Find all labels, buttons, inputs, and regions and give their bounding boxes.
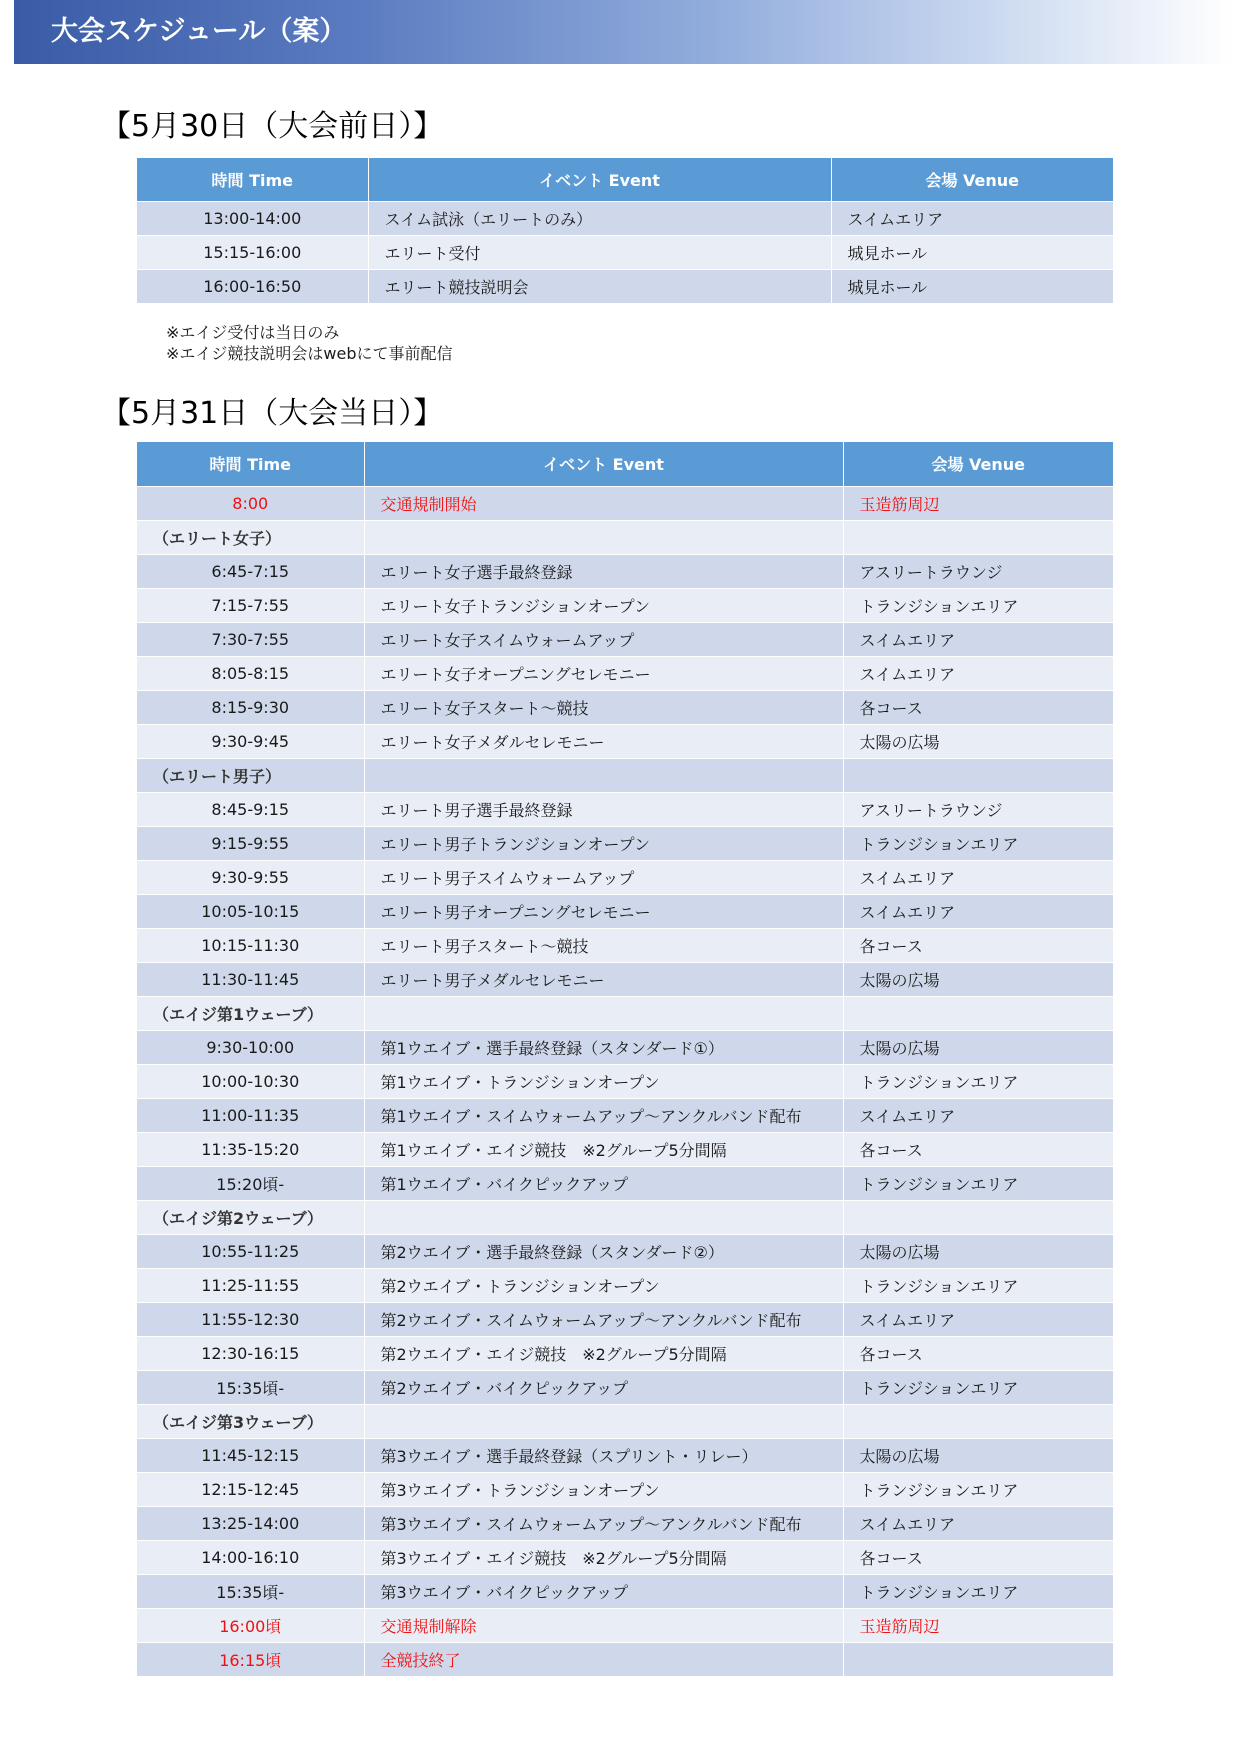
schedule-row — [137, 1370, 1113, 1404]
schedule-row — [137, 928, 1113, 962]
schedule-row — [137, 1098, 1113, 1132]
time-cell: 13:00-14:00 — [137, 201, 368, 235]
venue-cell: 太陽の広場 — [843, 1234, 1113, 1268]
empty-cell — [843, 758, 1113, 792]
time-cell: 12:30-16:15 — [137, 1336, 364, 1370]
time-cell: 11:35-15:20 — [137, 1132, 364, 1166]
time-cell: 10:00-10:30 — [137, 1064, 364, 1098]
venue-cell: トランジションエリア — [843, 1166, 1113, 1200]
venue-cell: 玉造筋周辺 — [843, 1608, 1113, 1642]
time-cell: 9:30-9:55 — [137, 860, 364, 894]
notes — [166, 322, 453, 364]
event-cell: 交通規制解除 — [364, 1608, 843, 1642]
venue-cell: スイムエリア — [843, 656, 1113, 690]
column-header-venue: 会場 Venue — [843, 442, 1113, 486]
schedule-row — [137, 1540, 1113, 1574]
event-cell: エリート競技説明会 — [368, 269, 831, 303]
event-cell: 第1ウエイブ・エイジ競技 ※2グループ5分間隔 — [364, 1132, 843, 1166]
event-cell: エリート女子メダルセレモニー — [364, 724, 843, 758]
venue-cell: 太陽の広場 — [843, 1438, 1113, 1472]
group-row — [137, 758, 1113, 792]
time-cell: 12:15-12:45 — [137, 1472, 364, 1506]
venue-cell: 太陽の広場 — [843, 724, 1113, 758]
time-cell: 16:15頃 — [137, 1642, 364, 1676]
event-cell: 第1ウエイブ・スイムウォームアップ～アンクルバンド配布 — [364, 1098, 843, 1132]
event-cell: エリート女子オープニングセレモニー — [364, 656, 843, 690]
schedule-row — [137, 894, 1113, 928]
venue-cell: 各コース — [843, 690, 1113, 724]
schedule-row — [137, 1030, 1113, 1064]
empty-cell — [364, 1404, 843, 1438]
time-cell: 10:05-10:15 — [137, 894, 364, 928]
schedule-row — [137, 860, 1113, 894]
time-cell: 11:55-12:30 — [137, 1302, 364, 1336]
empty-cell — [364, 520, 843, 554]
note-line: ※エイジ受付は当日のみ — [166, 323, 340, 342]
event-cell: 第2ウエイブ・スイムウォームアップ～アンクルバンド配布 — [364, 1302, 843, 1336]
event-cell: 第3ウエイブ・選手最終登録（スプリント・リレー） — [364, 1438, 843, 1472]
time-cell: 9:30-10:00 — [137, 1030, 364, 1064]
venue-cell: トランジションエリア — [843, 1574, 1113, 1608]
venue-cell: 各コース — [843, 1540, 1113, 1574]
schedule-row — [137, 1166, 1113, 1200]
venue-cell — [843, 1642, 1113, 1676]
column-header-event: イベント Event — [364, 442, 843, 486]
note-line: ※エイジ競技説明会はwebにて事前配信 — [166, 344, 453, 363]
time-cell: 9:15-9:55 — [137, 826, 364, 860]
column-header-time: 時間 Time — [137, 442, 364, 486]
schedule-table-day2 — [137, 442, 1113, 1676]
time-cell: 14:00-16:10 — [137, 1540, 364, 1574]
schedule-row — [137, 235, 1113, 269]
venue-cell: 玉造筋周辺 — [843, 486, 1113, 520]
schedule-row — [137, 690, 1113, 724]
empty-cell — [843, 1404, 1113, 1438]
venue-cell: トランジションエリア — [843, 826, 1113, 860]
venue-cell: トランジションエリア — [843, 588, 1113, 622]
event-cell: 第1ウエイブ・バイクピックアップ — [364, 1166, 843, 1200]
time-cell: 16:00-16:50 — [137, 269, 368, 303]
schedule-row — [137, 201, 1113, 235]
venue-cell: 各コース — [843, 928, 1113, 962]
title-bar — [14, 0, 1232, 64]
schedule-row — [137, 1574, 1113, 1608]
schedule-row — [137, 1336, 1113, 1370]
event-cell: エリート女子スイムウォームアップ — [364, 622, 843, 656]
time-cell: 15:15-16:00 — [137, 235, 368, 269]
event-cell: エリート男子スイムウォームアップ — [364, 860, 843, 894]
event-cell: 第3ウエイブ・トランジションオープン — [364, 1472, 843, 1506]
schedule-row — [137, 1302, 1113, 1336]
event-cell: エリート男子オープニングセレモニー — [364, 894, 843, 928]
column-header-venue: 会場 Venue — [831, 158, 1113, 201]
event-cell: 交通規制開始 — [364, 486, 843, 520]
group-label: （エイジ第2ウェーブ） — [137, 1200, 364, 1234]
schedule-table-body — [137, 201, 1113, 303]
time-cell: 11:00-11:35 — [137, 1098, 364, 1132]
group-label: （エイジ第3ウェーブ） — [137, 1404, 364, 1438]
venue-cell: トランジションエリア — [843, 1472, 1113, 1506]
venue-cell: スイムエリア — [843, 622, 1113, 656]
time-cell: 8:15-9:30 — [137, 690, 364, 724]
schedule-row — [137, 656, 1113, 690]
venue-cell: トランジションエリア — [843, 1268, 1113, 1302]
schedule-row — [137, 792, 1113, 826]
group-label: （エリート男子） — [137, 758, 364, 792]
section-heading-day2: 【5月31日（大会当日）】 — [101, 396, 444, 431]
schedule-row — [137, 1438, 1113, 1472]
empty-cell — [364, 758, 843, 792]
event-cell: エリート男子選手最終登録 — [364, 792, 843, 826]
empty-cell — [843, 996, 1113, 1030]
time-cell: 8:00 — [137, 486, 364, 520]
time-cell: 7:30-7:55 — [137, 622, 364, 656]
event-cell: エリート男子メダルセレモニー — [364, 962, 843, 996]
venue-cell: アスリートラウンジ — [843, 792, 1113, 826]
event-cell: エリート女子スタート～競技 — [364, 690, 843, 724]
schedule-row — [137, 1506, 1113, 1540]
schedule-row — [137, 826, 1113, 860]
time-cell: 15:35頃- — [137, 1370, 364, 1404]
time-cell: 10:15-11:30 — [137, 928, 364, 962]
page-title: 大会スケジュール（案） — [51, 16, 347, 47]
venue-cell: 太陽の広場 — [843, 1030, 1113, 1064]
schedule-row — [137, 1472, 1113, 1506]
event-cell: エリート受付 — [368, 235, 831, 269]
group-label: （エイジ第1ウェーブ） — [137, 996, 364, 1030]
schedule-table-body — [137, 486, 1113, 1676]
event-cell: 第3ウエイブ・バイクピックアップ — [364, 1574, 843, 1608]
schedule-row — [137, 269, 1113, 303]
group-row — [137, 996, 1113, 1030]
schedule-table-day1 — [137, 158, 1113, 303]
venue-cell: 太陽の広場 — [843, 962, 1113, 996]
time-cell: 16:00頃 — [137, 1608, 364, 1642]
group-row — [137, 520, 1113, 554]
schedule-row — [137, 724, 1113, 758]
schedule-row — [137, 1642, 1113, 1676]
event-cell: 第1ウエイブ・選手最終登録（スタンダード①） — [364, 1030, 843, 1064]
venue-cell: 各コース — [843, 1336, 1113, 1370]
time-cell: 11:45-12:15 — [137, 1438, 364, 1472]
group-row — [137, 1404, 1113, 1438]
schedule-row — [137, 1608, 1113, 1642]
empty-cell — [364, 1200, 843, 1234]
schedule-row — [137, 1132, 1113, 1166]
time-cell: 10:55-11:25 — [137, 1234, 364, 1268]
event-cell: 全競技終了 — [364, 1642, 843, 1676]
table-header-row — [137, 442, 1113, 486]
event-cell: エリート女子選手最終登録 — [364, 554, 843, 588]
event-cell: 第1ウエイブ・トランジションオープン — [364, 1064, 843, 1098]
venue-cell: スイムエリア — [843, 1098, 1113, 1132]
time-cell: 8:45-9:15 — [137, 792, 364, 826]
group-label: （エリート女子） — [137, 520, 364, 554]
empty-cell — [843, 520, 1113, 554]
venue-cell: アスリートラウンジ — [843, 554, 1113, 588]
schedule-row — [137, 962, 1113, 996]
venue-cell: スイムエリア — [831, 201, 1113, 235]
event-cell: 第3ウエイブ・エイジ競技 ※2グループ5分間隔 — [364, 1540, 843, 1574]
time-cell: 11:30-11:45 — [137, 962, 364, 996]
venue-cell: 城見ホール — [831, 235, 1113, 269]
empty-cell — [364, 996, 843, 1030]
schedule-row — [137, 1268, 1113, 1302]
time-cell: 9:30-9:45 — [137, 724, 364, 758]
section-heading-day1: 【5月30日（大会前日）】 — [101, 109, 444, 144]
event-cell: スイム試泳（エリートのみ） — [368, 201, 831, 235]
schedule-row — [137, 1234, 1113, 1268]
event-cell: 第2ウエイブ・選手最終登録（スタンダード②） — [364, 1234, 843, 1268]
event-cell: エリート男子トランジションオープン — [364, 826, 843, 860]
time-cell: 7:15-7:55 — [137, 588, 364, 622]
event-cell: 第2ウエイブ・エイジ競技 ※2グループ5分間隔 — [364, 1336, 843, 1370]
venue-cell: スイムエリア — [843, 894, 1113, 928]
venue-cell: スイムエリア — [843, 860, 1113, 894]
venue-cell: 各コース — [843, 1132, 1113, 1166]
venue-cell: トランジションエリア — [843, 1064, 1113, 1098]
event-cell: 第3ウエイブ・スイムウォームアップ～アンクルバンド配布 — [364, 1506, 843, 1540]
time-cell: 11:25-11:55 — [137, 1268, 364, 1302]
event-cell: 第2ウエイブ・トランジションオープン — [364, 1268, 843, 1302]
schedule-row — [137, 622, 1113, 656]
venue-cell: スイムエリア — [843, 1302, 1113, 1336]
event-cell: エリート男子スタート～競技 — [364, 928, 843, 962]
time-cell: 15:20頃- — [137, 1166, 364, 1200]
column-header-event: イベント Event — [368, 158, 831, 201]
time-cell: 8:05-8:15 — [137, 656, 364, 690]
group-row — [137, 1200, 1113, 1234]
time-cell: 6:45-7:15 — [137, 554, 364, 588]
schedule-row — [137, 554, 1113, 588]
venue-cell: スイムエリア — [843, 1506, 1113, 1540]
column-header-time: 時間 Time — [137, 158, 368, 201]
schedule-row — [137, 486, 1113, 520]
venue-cell: 城見ホール — [831, 269, 1113, 303]
schedule-row — [137, 1064, 1113, 1098]
time-cell: 15:35頃- — [137, 1574, 364, 1608]
event-cell: 第2ウエイブ・バイクピックアップ — [364, 1370, 843, 1404]
event-cell: エリート女子トランジションオープン — [364, 588, 843, 622]
schedule-row — [137, 588, 1113, 622]
time-cell: 13:25-14:00 — [137, 1506, 364, 1540]
venue-cell: トランジションエリア — [843, 1370, 1113, 1404]
empty-cell — [843, 1200, 1113, 1234]
table-header-row — [137, 158, 1113, 201]
